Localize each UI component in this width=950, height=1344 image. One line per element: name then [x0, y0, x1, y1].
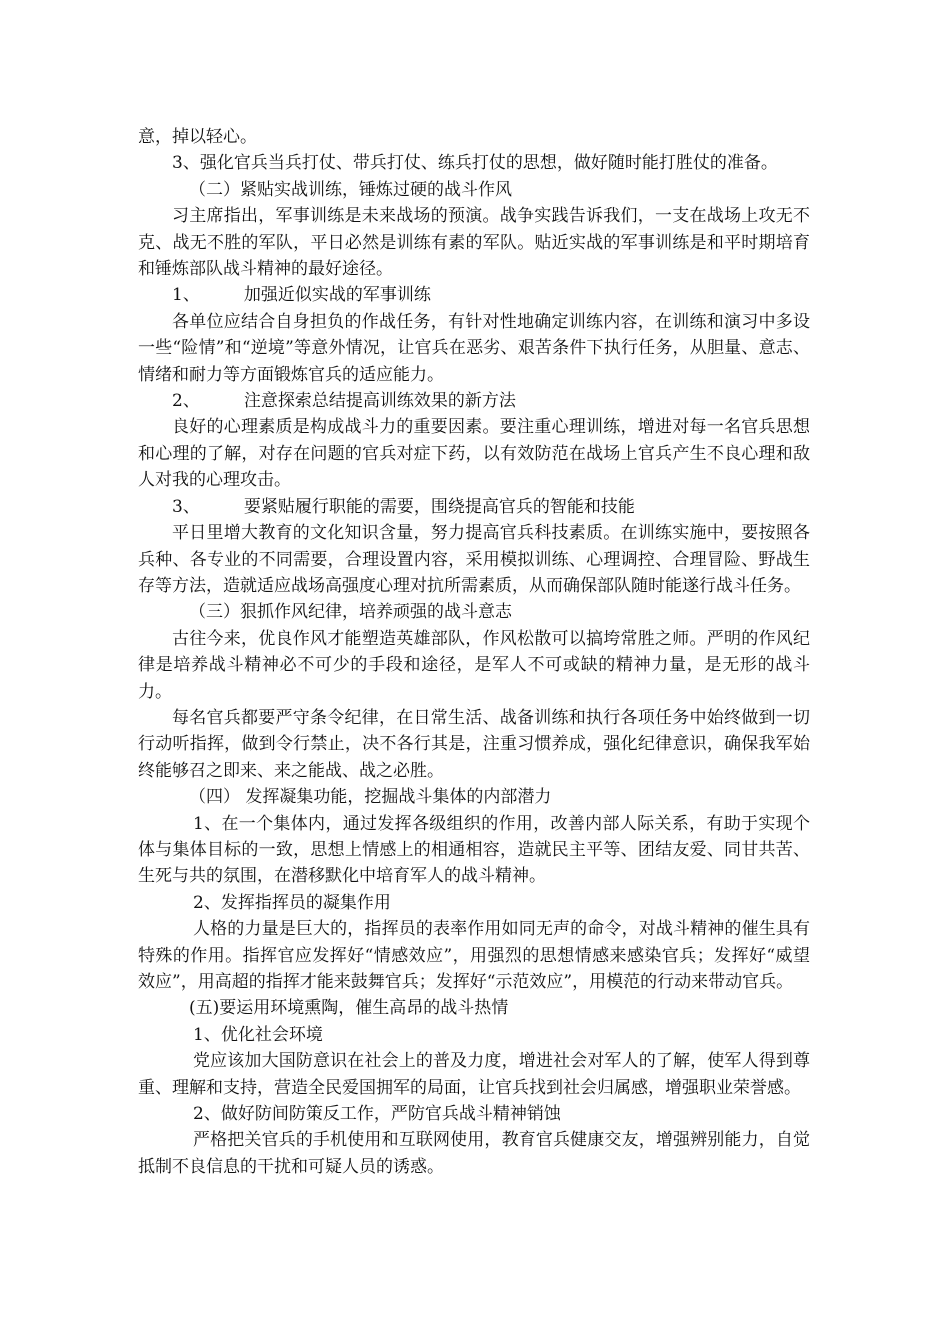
paragraph: 3、强化官兵当兵打仗、带兵打仗、练兵打仗的思想，做好随时能打胜仗的准备。	[172, 153, 778, 174]
paragraph: 每名官兵都要严守条令纪律，在日常生活、战备训练和执行各项任务中始终做到一切行动听指挥，做到令行禁止，决不各行其是，注重习惯养成，强化纪律意识，确保我军始终能够召之即来、来之能战、战之必胜。	[138, 707, 810, 781]
item-number: 2、	[172, 391, 200, 412]
document-page	[138, 124, 810, 1180]
paragraph: 古往今来，优良作风才能塑造英雄部队，作风松散可以搞垮常胜之师。严明的作风纪律是培养战斗精神必不可少的手段和途径，是军人不可或缺的精神力量，是无形的战斗力。	[138, 628, 810, 702]
paragraph: 平日里增大教育的文化知识含量，努力提高官兵科技素质。在训练实施中，要按照各兵种、各专业的不同需要，合理设置内容，采用模拟训练、心理调控、合理冒险、野战生存等方法，造就适应战场高强度心理对抗所需素质，从而确保部队随时能遂行战斗任务。	[138, 523, 810, 596]
item-text: 注意探索总结提高训练效果的新方法	[243, 391, 516, 412]
paragraph: 习主席指出，军事训练是未来战场的预演。战争实践告诉我们，一支在战场上攻无不克、战无不胜的军队，平日必然是训练有素的军队。贴近实战的军事训练是和平时期培育和锤炼部队战斗精神的最好途径。	[138, 206, 810, 280]
item-number: 1、	[172, 285, 200, 306]
numbered-heading	[138, 282, 810, 308]
subheading: 2、发挥指挥员的凝集作用	[193, 892, 391, 913]
section-heading: (五)要运用环境熏陶，催生高昂的战斗热情	[189, 998, 509, 1019]
paragraph: 人格的力量是巨大的，指挥员的表率作用如同无声的命令，对战斗精神的催生具有特殊的作用。指挥官应发挥好“情感效应”，用强烈的思想情感来感染官兵；发挥好“威望效应”，用高超的指挥才能来鼓舞官兵；发挥好“示范效应”，用模范的行动来带动官兵。	[138, 919, 810, 992]
section-heading: （二）紧贴实战训练，锤炼过硬的战斗作风	[189, 179, 512, 200]
paragraph: 意，掉以轻心。	[138, 127, 257, 147]
section-heading: （四） 发挥凝集功能，挖掘战斗集体的内部潜力	[189, 787, 552, 808]
numbered-heading	[138, 494, 810, 520]
numbered-heading	[138, 388, 810, 414]
subheading: 2、做好防间防策反工作，严防官兵战斗精神销蚀	[193, 1104, 561, 1125]
section-heading: （三）狠抓作风纪律，培养顽强的战斗意志	[189, 602, 512, 623]
item-text: 要紧贴履行职能的需要，围绕提高官兵的智能和技能	[243, 496, 635, 517]
paragraph: 严格把关官兵的手机使用和互联网使用，教育官兵健康交友，增强辨别能力，自觉抵制不良信息的干扰和可疑人员的诱惑。	[138, 1130, 810, 1177]
paragraph: 各单位应结合自身担负的作战任务，有针对性地确定训练内容，在训练和演习中多设一些“险情”和“逆境”等意外情况，让官兵在恶劣、艰苦条件下执行任务，从胆量、意志、情绪和耐力等方面锻炼官兵的适应能力。	[138, 311, 810, 385]
paragraph: 党应该加大国防意识在社会上的普及力度，增进社会对军人的了解，使军人得到尊重、理解和支持，营造全民爱国拥军的局面，让官兵找到社会归属感，增强职业荣誉感。	[138, 1051, 810, 1098]
item-number: 3、	[172, 496, 200, 517]
paragraph: 1、在一个集体内，通过发挥各级组织的作用，改善内部人际关系，有助于实现个体与集体目标的一致，思想上情感上的相通相容，造就民主平等、团结友爱、同甘共苦、生死与共的氛围，在潜移默化中培育军人的战斗精神。	[138, 813, 810, 887]
item-text: 加强近似实战的军事训练	[243, 285, 431, 306]
subheading: 1、优化社会环境	[193, 1024, 323, 1045]
paragraph: 良好的心理素质是构成战斗力的重要因素。要注重心理训练，增进对每一名官兵思想和心理的了解，对存在问题的官兵对症下药，以有效防范在战场上官兵产生不良心理和敌人对我的心理攻击。	[138, 417, 810, 491]
